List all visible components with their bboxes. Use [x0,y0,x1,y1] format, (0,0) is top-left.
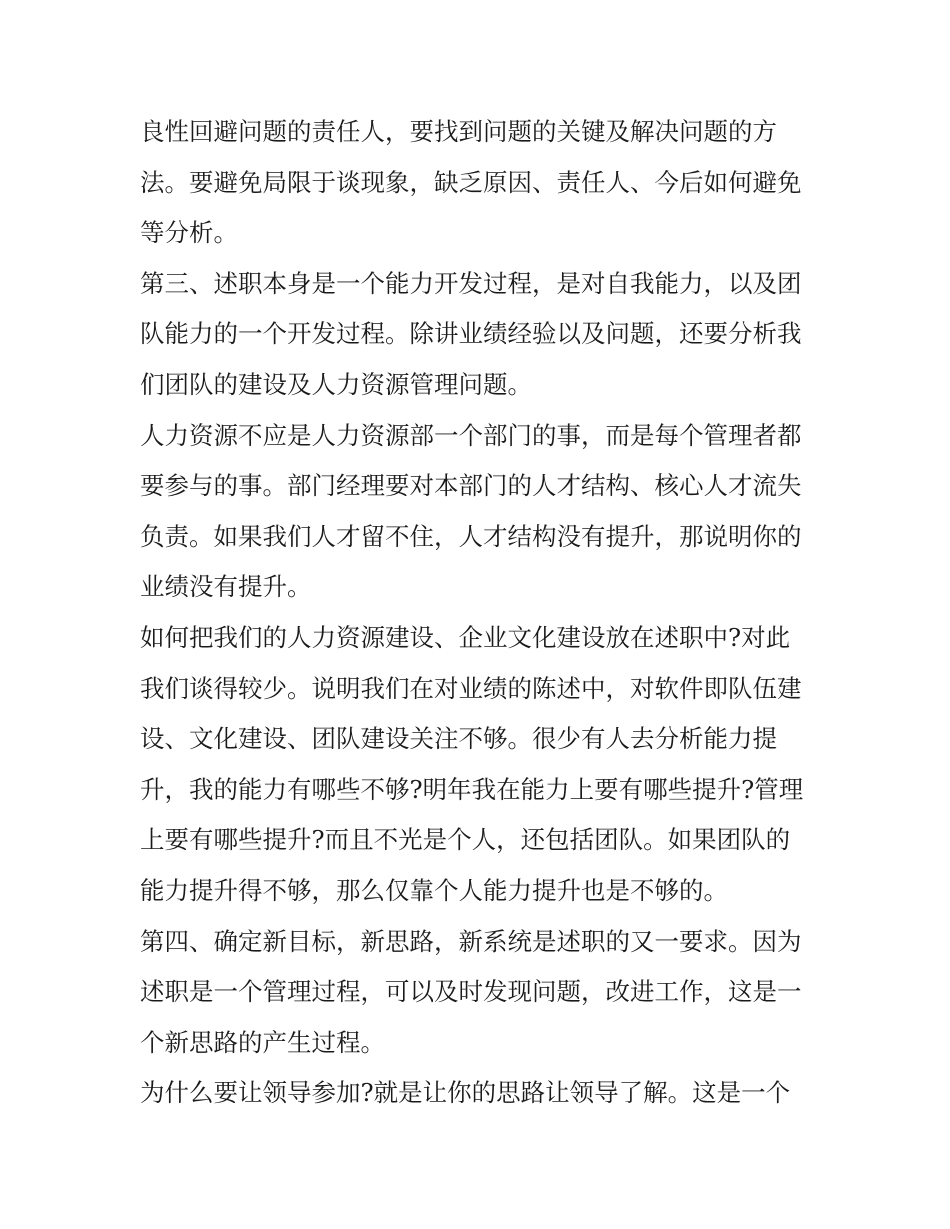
text-line: 如何把我们的人力资源建设、企业文化建设放在述职中?对此 [140,622,791,652]
text-line: 设、文化建设、团队建设关注不够。很少有人去分析能力提 [140,724,777,754]
text-line: 们团队的建设及人力资源管理问题。 [140,369,532,399]
text-line: 升，我的能力有哪些不够?明年我在能力上要有哪些提升?管理 [140,774,804,804]
text-line: 上要有哪些提升?而且不光是个人，还包括团队。如果团队的 [140,825,791,855]
text-line: 等分析。 [140,218,238,248]
text-line: 法。要避免局限于谈现象，缺乏原因、责任人、今后如何避免 [140,167,802,197]
text-line: 为什么要让领导参加?就是让你的思路让领导了解。这是一个 [140,1078,791,1108]
text-line: 人力资源不应是人力资源部一个部门的事，而是每个管理者都 [140,420,802,450]
text-line: 述职是一个管理过程，可以及时发现问题，改进工作，这是一 [140,977,802,1007]
text-line: 第三、述职本身是一个能力开发过程，是对自我能力，以及团 [140,268,802,298]
text-line: 良性回避问题的责任人，要找到问题的关键及解决问题的方 [140,117,777,146]
text-line: 要参与的事。部门经理要对本部门的人才结构、核心人才流失 [140,471,802,501]
text-line: 负责。如果我们人才留不住，人才结构没有提升，那说明你的 [140,521,802,551]
text-line: 队能力的一个开发过程。除讲业绩经验以及问题，还要分析我 [140,319,802,349]
text-line: 个新思路的产生过程。 [140,1027,385,1057]
document-body [140,107,820,1119]
text-line: 业绩没有提升。 [140,572,312,602]
text-line: 第四、确定新目标，新思路，新系统是述职的又一要求。因为 [140,926,802,956]
text-line: 我们谈得较少。说明我们在对业绩的陈述中，对软件即队伍建 [140,673,802,703]
text-line: 能力提升得不够，那么仅靠个人能力提升也是不够的。 [140,875,728,905]
